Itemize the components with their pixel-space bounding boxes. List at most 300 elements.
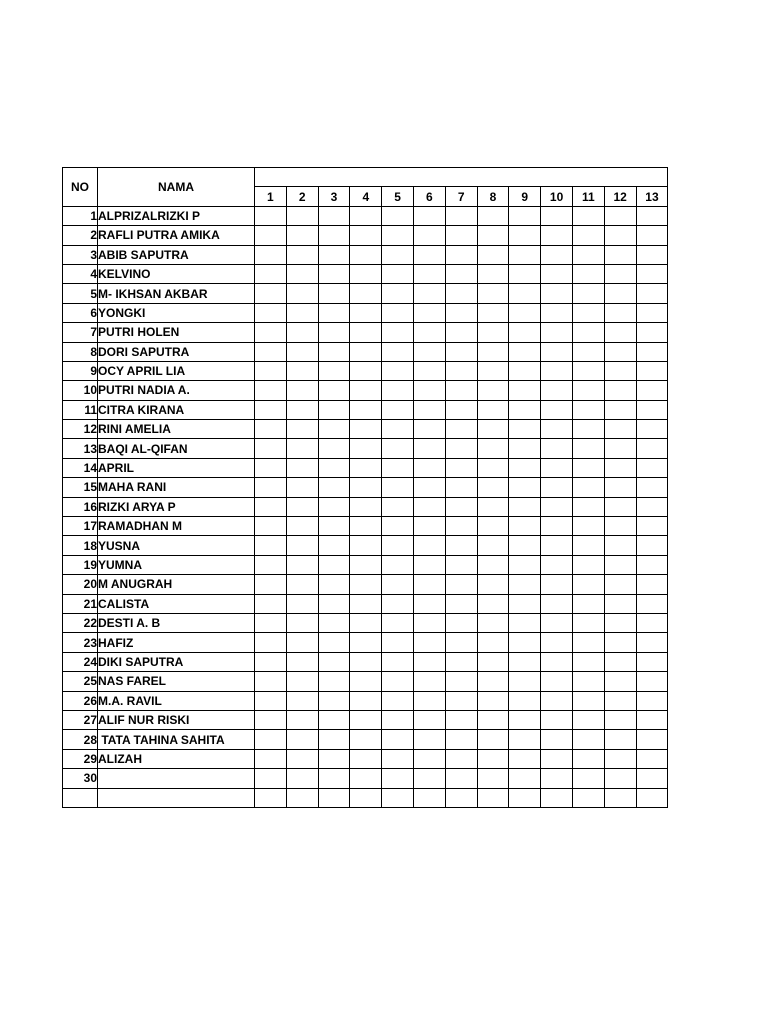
attendance-cell[interactable] bbox=[604, 594, 636, 613]
attendance-cell[interactable] bbox=[604, 226, 636, 245]
attendance-cell[interactable] bbox=[413, 710, 445, 729]
attendance-cell[interactable] bbox=[509, 361, 541, 380]
attendance-cell[interactable] bbox=[541, 264, 573, 283]
attendance-cell[interactable] bbox=[350, 613, 382, 632]
attendance-cell[interactable] bbox=[382, 420, 414, 439]
attendance-cell[interactable] bbox=[286, 323, 318, 342]
attendance-cell[interactable] bbox=[318, 672, 350, 691]
attendance-cell[interactable] bbox=[382, 710, 414, 729]
attendance-cell[interactable] bbox=[255, 284, 287, 303]
attendance-cell[interactable] bbox=[572, 555, 604, 574]
attendance-cell[interactable] bbox=[477, 381, 509, 400]
attendance-cell[interactable] bbox=[445, 226, 477, 245]
attendance-cell[interactable] bbox=[413, 788, 445, 807]
attendance-cell[interactable] bbox=[255, 672, 287, 691]
attendance-cell[interactable] bbox=[255, 323, 287, 342]
attendance-cell[interactable] bbox=[382, 730, 414, 749]
attendance-cell[interactable] bbox=[541, 730, 573, 749]
attendance-cell[interactable] bbox=[572, 594, 604, 613]
attendance-cell[interactable] bbox=[255, 361, 287, 380]
attendance-cell[interactable] bbox=[445, 710, 477, 729]
attendance-cell[interactable] bbox=[604, 420, 636, 439]
attendance-cell[interactable] bbox=[286, 769, 318, 788]
attendance-cell[interactable] bbox=[286, 672, 318, 691]
attendance-cell[interactable] bbox=[413, 633, 445, 652]
attendance-cell[interactable] bbox=[255, 478, 287, 497]
attendance-cell[interactable] bbox=[636, 478, 668, 497]
attendance-cell[interactable] bbox=[255, 439, 287, 458]
attendance-cell[interactable] bbox=[382, 478, 414, 497]
attendance-cell[interactable] bbox=[636, 323, 668, 342]
attendance-cell[interactable] bbox=[382, 323, 414, 342]
attendance-cell[interactable] bbox=[382, 206, 414, 225]
attendance-cell[interactable] bbox=[286, 342, 318, 361]
attendance-cell[interactable] bbox=[318, 458, 350, 477]
attendance-cell[interactable] bbox=[445, 691, 477, 710]
attendance-cell[interactable] bbox=[636, 575, 668, 594]
attendance-cell[interactable] bbox=[636, 420, 668, 439]
attendance-cell[interactable] bbox=[350, 536, 382, 555]
attendance-cell[interactable] bbox=[318, 284, 350, 303]
attendance-cell[interactable] bbox=[541, 361, 573, 380]
attendance-cell[interactable] bbox=[636, 769, 668, 788]
attendance-cell[interactable] bbox=[604, 536, 636, 555]
attendance-cell[interactable] bbox=[509, 575, 541, 594]
attendance-cell[interactable] bbox=[445, 536, 477, 555]
attendance-cell[interactable] bbox=[509, 536, 541, 555]
attendance-cell[interactable] bbox=[509, 710, 541, 729]
attendance-cell[interactable] bbox=[286, 400, 318, 419]
attendance-cell[interactable] bbox=[572, 226, 604, 245]
attendance-cell[interactable] bbox=[541, 226, 573, 245]
attendance-cell[interactable] bbox=[509, 420, 541, 439]
attendance-cell[interactable] bbox=[509, 284, 541, 303]
attendance-cell[interactable] bbox=[255, 730, 287, 749]
attendance-cell[interactable] bbox=[350, 672, 382, 691]
attendance-cell[interactable] bbox=[318, 303, 350, 322]
attendance-cell[interactable] bbox=[509, 730, 541, 749]
attendance-cell[interactable] bbox=[636, 342, 668, 361]
attendance-cell[interactable] bbox=[509, 594, 541, 613]
attendance-cell[interactable] bbox=[413, 264, 445, 283]
attendance-cell[interactable] bbox=[255, 594, 287, 613]
attendance-cell[interactable] bbox=[636, 264, 668, 283]
attendance-cell[interactable] bbox=[509, 458, 541, 477]
attendance-cell[interactable] bbox=[286, 478, 318, 497]
attendance-cell[interactable] bbox=[509, 323, 541, 342]
attendance-cell[interactable] bbox=[509, 633, 541, 652]
attendance-cell[interactable] bbox=[541, 478, 573, 497]
attendance-cell[interactable] bbox=[477, 497, 509, 516]
attendance-cell[interactable] bbox=[413, 769, 445, 788]
attendance-cell[interactable] bbox=[286, 226, 318, 245]
attendance-cell[interactable] bbox=[255, 420, 287, 439]
attendance-cell[interactable] bbox=[382, 575, 414, 594]
attendance-cell[interactable] bbox=[413, 536, 445, 555]
attendance-cell[interactable] bbox=[477, 555, 509, 574]
attendance-cell[interactable] bbox=[382, 264, 414, 283]
attendance-cell[interactable] bbox=[636, 245, 668, 264]
attendance-cell[interactable] bbox=[636, 497, 668, 516]
attendance-cell[interactable] bbox=[477, 478, 509, 497]
attendance-cell[interactable] bbox=[255, 206, 287, 225]
attendance-cell[interactable] bbox=[350, 400, 382, 419]
attendance-cell[interactable] bbox=[255, 517, 287, 536]
attendance-cell[interactable] bbox=[509, 226, 541, 245]
attendance-cell[interactable] bbox=[286, 575, 318, 594]
attendance-cell[interactable] bbox=[318, 536, 350, 555]
attendance-cell[interactable] bbox=[477, 769, 509, 788]
attendance-cell[interactable] bbox=[572, 730, 604, 749]
attendance-cell[interactable] bbox=[350, 517, 382, 536]
attendance-cell[interactable] bbox=[604, 264, 636, 283]
attendance-cell[interactable] bbox=[445, 788, 477, 807]
attendance-cell[interactable] bbox=[541, 749, 573, 768]
attendance-cell[interactable] bbox=[604, 613, 636, 632]
attendance-cell[interactable] bbox=[604, 497, 636, 516]
attendance-cell[interactable] bbox=[445, 672, 477, 691]
attendance-cell[interactable] bbox=[286, 361, 318, 380]
attendance-cell[interactable] bbox=[445, 517, 477, 536]
attendance-cell[interactable] bbox=[636, 652, 668, 671]
attendance-cell[interactable] bbox=[286, 555, 318, 574]
attendance-cell[interactable] bbox=[255, 264, 287, 283]
attendance-cell[interactable] bbox=[636, 400, 668, 419]
attendance-cell[interactable] bbox=[318, 749, 350, 768]
attendance-cell[interactable] bbox=[382, 342, 414, 361]
attendance-cell[interactable] bbox=[604, 400, 636, 419]
attendance-cell[interactable] bbox=[445, 323, 477, 342]
attendance-cell[interactable] bbox=[636, 710, 668, 729]
attendance-cell[interactable] bbox=[445, 439, 477, 458]
attendance-cell[interactable] bbox=[286, 264, 318, 283]
attendance-cell[interactable] bbox=[413, 652, 445, 671]
attendance-cell[interactable] bbox=[636, 594, 668, 613]
attendance-cell[interactable] bbox=[541, 400, 573, 419]
attendance-cell[interactable] bbox=[636, 536, 668, 555]
attendance-cell[interactable] bbox=[318, 245, 350, 264]
attendance-cell[interactable] bbox=[255, 691, 287, 710]
attendance-cell[interactable] bbox=[413, 245, 445, 264]
attendance-cell[interactable] bbox=[255, 613, 287, 632]
attendance-cell[interactable] bbox=[413, 303, 445, 322]
attendance-cell[interactable] bbox=[477, 594, 509, 613]
attendance-cell[interactable] bbox=[541, 342, 573, 361]
attendance-cell[interactable] bbox=[541, 497, 573, 516]
attendance-cell[interactable] bbox=[318, 691, 350, 710]
attendance-cell[interactable] bbox=[318, 226, 350, 245]
attendance-cell[interactable] bbox=[382, 613, 414, 632]
attendance-cell[interactable] bbox=[382, 691, 414, 710]
attendance-cell[interactable] bbox=[636, 226, 668, 245]
attendance-cell[interactable] bbox=[318, 633, 350, 652]
attendance-cell[interactable] bbox=[318, 594, 350, 613]
attendance-cell[interactable] bbox=[604, 361, 636, 380]
attendance-cell[interactable] bbox=[350, 788, 382, 807]
attendance-cell[interactable] bbox=[255, 555, 287, 574]
attendance-cell[interactable] bbox=[572, 206, 604, 225]
attendance-cell[interactable] bbox=[382, 226, 414, 245]
attendance-cell[interactable] bbox=[445, 458, 477, 477]
attendance-cell[interactable] bbox=[286, 613, 318, 632]
attendance-cell[interactable] bbox=[636, 517, 668, 536]
attendance-cell[interactable] bbox=[572, 613, 604, 632]
attendance-cell[interactable] bbox=[636, 749, 668, 768]
attendance-cell[interactable] bbox=[350, 478, 382, 497]
attendance-cell[interactable] bbox=[541, 633, 573, 652]
attendance-cell[interactable] bbox=[413, 517, 445, 536]
attendance-cell[interactable] bbox=[350, 323, 382, 342]
attendance-cell[interactable] bbox=[413, 206, 445, 225]
attendance-cell[interactable] bbox=[477, 575, 509, 594]
attendance-cell[interactable] bbox=[382, 458, 414, 477]
attendance-cell[interactable] bbox=[413, 691, 445, 710]
attendance-cell[interactable] bbox=[477, 245, 509, 264]
attendance-cell[interactable] bbox=[572, 342, 604, 361]
attendance-cell[interactable] bbox=[286, 788, 318, 807]
attendance-cell[interactable] bbox=[318, 381, 350, 400]
attendance-cell[interactable] bbox=[350, 749, 382, 768]
attendance-cell[interactable] bbox=[636, 381, 668, 400]
attendance-cell[interactable] bbox=[318, 342, 350, 361]
attendance-cell[interactable] bbox=[477, 206, 509, 225]
attendance-cell[interactable] bbox=[636, 633, 668, 652]
attendance-cell[interactable] bbox=[445, 497, 477, 516]
attendance-cell[interactable] bbox=[445, 769, 477, 788]
attendance-cell[interactable] bbox=[572, 691, 604, 710]
attendance-cell[interactable] bbox=[255, 381, 287, 400]
attendance-cell[interactable] bbox=[318, 575, 350, 594]
attendance-cell[interactable] bbox=[604, 478, 636, 497]
attendance-cell[interactable] bbox=[445, 381, 477, 400]
attendance-cell[interactable] bbox=[604, 710, 636, 729]
attendance-cell[interactable] bbox=[350, 710, 382, 729]
attendance-cell[interactable] bbox=[477, 788, 509, 807]
attendance-cell[interactable] bbox=[477, 730, 509, 749]
attendance-cell[interactable] bbox=[350, 284, 382, 303]
attendance-cell[interactable] bbox=[541, 206, 573, 225]
attendance-cell[interactable] bbox=[286, 730, 318, 749]
attendance-cell[interactable] bbox=[382, 536, 414, 555]
attendance-cell[interactable] bbox=[318, 710, 350, 729]
attendance-cell[interactable] bbox=[541, 652, 573, 671]
attendance-cell[interactable] bbox=[286, 652, 318, 671]
attendance-cell[interactable] bbox=[636, 672, 668, 691]
attendance-cell[interactable] bbox=[509, 788, 541, 807]
attendance-cell[interactable] bbox=[318, 769, 350, 788]
attendance-cell[interactable] bbox=[477, 458, 509, 477]
attendance-cell[interactable] bbox=[604, 458, 636, 477]
attendance-cell[interactable] bbox=[445, 303, 477, 322]
attendance-cell[interactable] bbox=[413, 323, 445, 342]
attendance-cell[interactable] bbox=[350, 226, 382, 245]
attendance-cell[interactable] bbox=[572, 245, 604, 264]
attendance-cell[interactable] bbox=[350, 420, 382, 439]
attendance-cell[interactable] bbox=[572, 652, 604, 671]
attendance-cell[interactable] bbox=[477, 361, 509, 380]
attendance-cell[interactable] bbox=[604, 672, 636, 691]
attendance-cell[interactable] bbox=[413, 730, 445, 749]
attendance-cell[interactable] bbox=[636, 439, 668, 458]
attendance-cell[interactable] bbox=[636, 361, 668, 380]
attendance-cell[interactable] bbox=[604, 206, 636, 225]
attendance-cell[interactable] bbox=[572, 497, 604, 516]
attendance-cell[interactable] bbox=[350, 206, 382, 225]
attendance-cell[interactable] bbox=[509, 439, 541, 458]
attendance-cell[interactable] bbox=[572, 303, 604, 322]
attendance-cell[interactable] bbox=[318, 420, 350, 439]
attendance-cell[interactable] bbox=[286, 710, 318, 729]
attendance-cell[interactable] bbox=[318, 206, 350, 225]
attendance-cell[interactable] bbox=[572, 517, 604, 536]
attendance-cell[interactable] bbox=[382, 439, 414, 458]
attendance-cell[interactable] bbox=[445, 284, 477, 303]
attendance-cell[interactable] bbox=[318, 478, 350, 497]
attendance-cell[interactable] bbox=[509, 264, 541, 283]
attendance-cell[interactable] bbox=[541, 381, 573, 400]
attendance-cell[interactable] bbox=[477, 303, 509, 322]
attendance-cell[interactable] bbox=[509, 517, 541, 536]
attendance-cell[interactable] bbox=[509, 613, 541, 632]
attendance-cell[interactable] bbox=[382, 497, 414, 516]
attendance-cell[interactable] bbox=[413, 594, 445, 613]
attendance-cell[interactable] bbox=[604, 691, 636, 710]
attendance-cell[interactable] bbox=[382, 749, 414, 768]
attendance-cell[interactable] bbox=[413, 439, 445, 458]
attendance-cell[interactable] bbox=[350, 575, 382, 594]
attendance-cell[interactable] bbox=[255, 536, 287, 555]
attendance-cell[interactable] bbox=[445, 245, 477, 264]
attendance-cell[interactable] bbox=[350, 342, 382, 361]
attendance-cell[interactable] bbox=[382, 672, 414, 691]
attendance-cell[interactable] bbox=[350, 652, 382, 671]
attendance-cell[interactable] bbox=[350, 691, 382, 710]
attendance-cell[interactable] bbox=[350, 361, 382, 380]
attendance-cell[interactable] bbox=[413, 613, 445, 632]
attendance-cell[interactable] bbox=[541, 613, 573, 632]
attendance-cell[interactable] bbox=[445, 730, 477, 749]
attendance-cell[interactable] bbox=[572, 710, 604, 729]
attendance-cell[interactable] bbox=[318, 361, 350, 380]
attendance-cell[interactable] bbox=[604, 439, 636, 458]
attendance-cell[interactable] bbox=[572, 323, 604, 342]
attendance-cell[interactable] bbox=[255, 749, 287, 768]
attendance-cell[interactable] bbox=[604, 381, 636, 400]
attendance-cell[interactable] bbox=[604, 575, 636, 594]
attendance-cell[interactable] bbox=[445, 264, 477, 283]
attendance-cell[interactable] bbox=[541, 555, 573, 574]
attendance-cell[interactable] bbox=[318, 497, 350, 516]
attendance-cell[interactable] bbox=[318, 788, 350, 807]
attendance-cell[interactable] bbox=[541, 517, 573, 536]
attendance-cell[interactable] bbox=[509, 497, 541, 516]
attendance-cell[interactable] bbox=[255, 342, 287, 361]
attendance-cell[interactable] bbox=[286, 691, 318, 710]
attendance-cell[interactable] bbox=[286, 497, 318, 516]
attendance-cell[interactable] bbox=[350, 769, 382, 788]
attendance-cell[interactable] bbox=[541, 284, 573, 303]
attendance-cell[interactable] bbox=[413, 458, 445, 477]
attendance-cell[interactable] bbox=[255, 652, 287, 671]
attendance-cell[interactable] bbox=[413, 342, 445, 361]
attendance-cell[interactable] bbox=[382, 361, 414, 380]
attendance-cell[interactable] bbox=[636, 691, 668, 710]
attendance-cell[interactable] bbox=[541, 420, 573, 439]
attendance-cell[interactable] bbox=[477, 652, 509, 671]
attendance-cell[interactable] bbox=[255, 497, 287, 516]
attendance-cell[interactable] bbox=[286, 245, 318, 264]
attendance-cell[interactable] bbox=[572, 769, 604, 788]
attendance-cell[interactable] bbox=[350, 555, 382, 574]
attendance-cell[interactable] bbox=[382, 652, 414, 671]
attendance-cell[interactable] bbox=[477, 710, 509, 729]
attendance-cell[interactable] bbox=[255, 788, 287, 807]
attendance-cell[interactable] bbox=[350, 633, 382, 652]
attendance-cell[interactable] bbox=[636, 788, 668, 807]
attendance-cell[interactable] bbox=[286, 420, 318, 439]
attendance-cell[interactable] bbox=[572, 284, 604, 303]
attendance-cell[interactable] bbox=[604, 633, 636, 652]
attendance-cell[interactable] bbox=[382, 517, 414, 536]
attendance-cell[interactable] bbox=[509, 691, 541, 710]
attendance-cell[interactable] bbox=[413, 575, 445, 594]
attendance-cell[interactable] bbox=[572, 749, 604, 768]
attendance-cell[interactable] bbox=[255, 245, 287, 264]
attendance-cell[interactable] bbox=[477, 613, 509, 632]
attendance-cell[interactable] bbox=[445, 749, 477, 768]
attendance-cell[interactable] bbox=[572, 788, 604, 807]
attendance-cell[interactable] bbox=[445, 361, 477, 380]
attendance-cell[interactable] bbox=[604, 245, 636, 264]
attendance-cell[interactable] bbox=[255, 710, 287, 729]
attendance-cell[interactable] bbox=[382, 303, 414, 322]
attendance-cell[interactable] bbox=[477, 633, 509, 652]
attendance-cell[interactable] bbox=[413, 555, 445, 574]
attendance-cell[interactable] bbox=[541, 458, 573, 477]
attendance-cell[interactable] bbox=[445, 633, 477, 652]
attendance-cell[interactable] bbox=[318, 652, 350, 671]
attendance-cell[interactable] bbox=[413, 400, 445, 419]
attendance-cell[interactable] bbox=[318, 323, 350, 342]
attendance-cell[interactable] bbox=[604, 555, 636, 574]
attendance-cell[interactable] bbox=[286, 749, 318, 768]
attendance-cell[interactable] bbox=[572, 439, 604, 458]
attendance-cell[interactable] bbox=[604, 342, 636, 361]
attendance-cell[interactable] bbox=[286, 633, 318, 652]
attendance-cell[interactable] bbox=[477, 420, 509, 439]
attendance-cell[interactable] bbox=[604, 284, 636, 303]
attendance-cell[interactable] bbox=[286, 536, 318, 555]
attendance-cell[interactable] bbox=[509, 342, 541, 361]
attendance-cell[interactable] bbox=[413, 284, 445, 303]
attendance-cell[interactable] bbox=[445, 555, 477, 574]
attendance-cell[interactable] bbox=[350, 458, 382, 477]
attendance-cell[interactable] bbox=[572, 264, 604, 283]
attendance-cell[interactable] bbox=[445, 206, 477, 225]
attendance-cell[interactable] bbox=[477, 691, 509, 710]
attendance-cell[interactable] bbox=[509, 478, 541, 497]
attendance-cell[interactable] bbox=[604, 517, 636, 536]
attendance-cell[interactable] bbox=[541, 710, 573, 729]
attendance-cell[interactable] bbox=[541, 245, 573, 264]
attendance-cell[interactable] bbox=[318, 555, 350, 574]
attendance-cell[interactable] bbox=[477, 264, 509, 283]
attendance-cell[interactable] bbox=[413, 497, 445, 516]
attendance-cell[interactable] bbox=[350, 594, 382, 613]
attendance-cell[interactable] bbox=[477, 342, 509, 361]
attendance-cell[interactable] bbox=[509, 749, 541, 768]
attendance-cell[interactable] bbox=[541, 691, 573, 710]
